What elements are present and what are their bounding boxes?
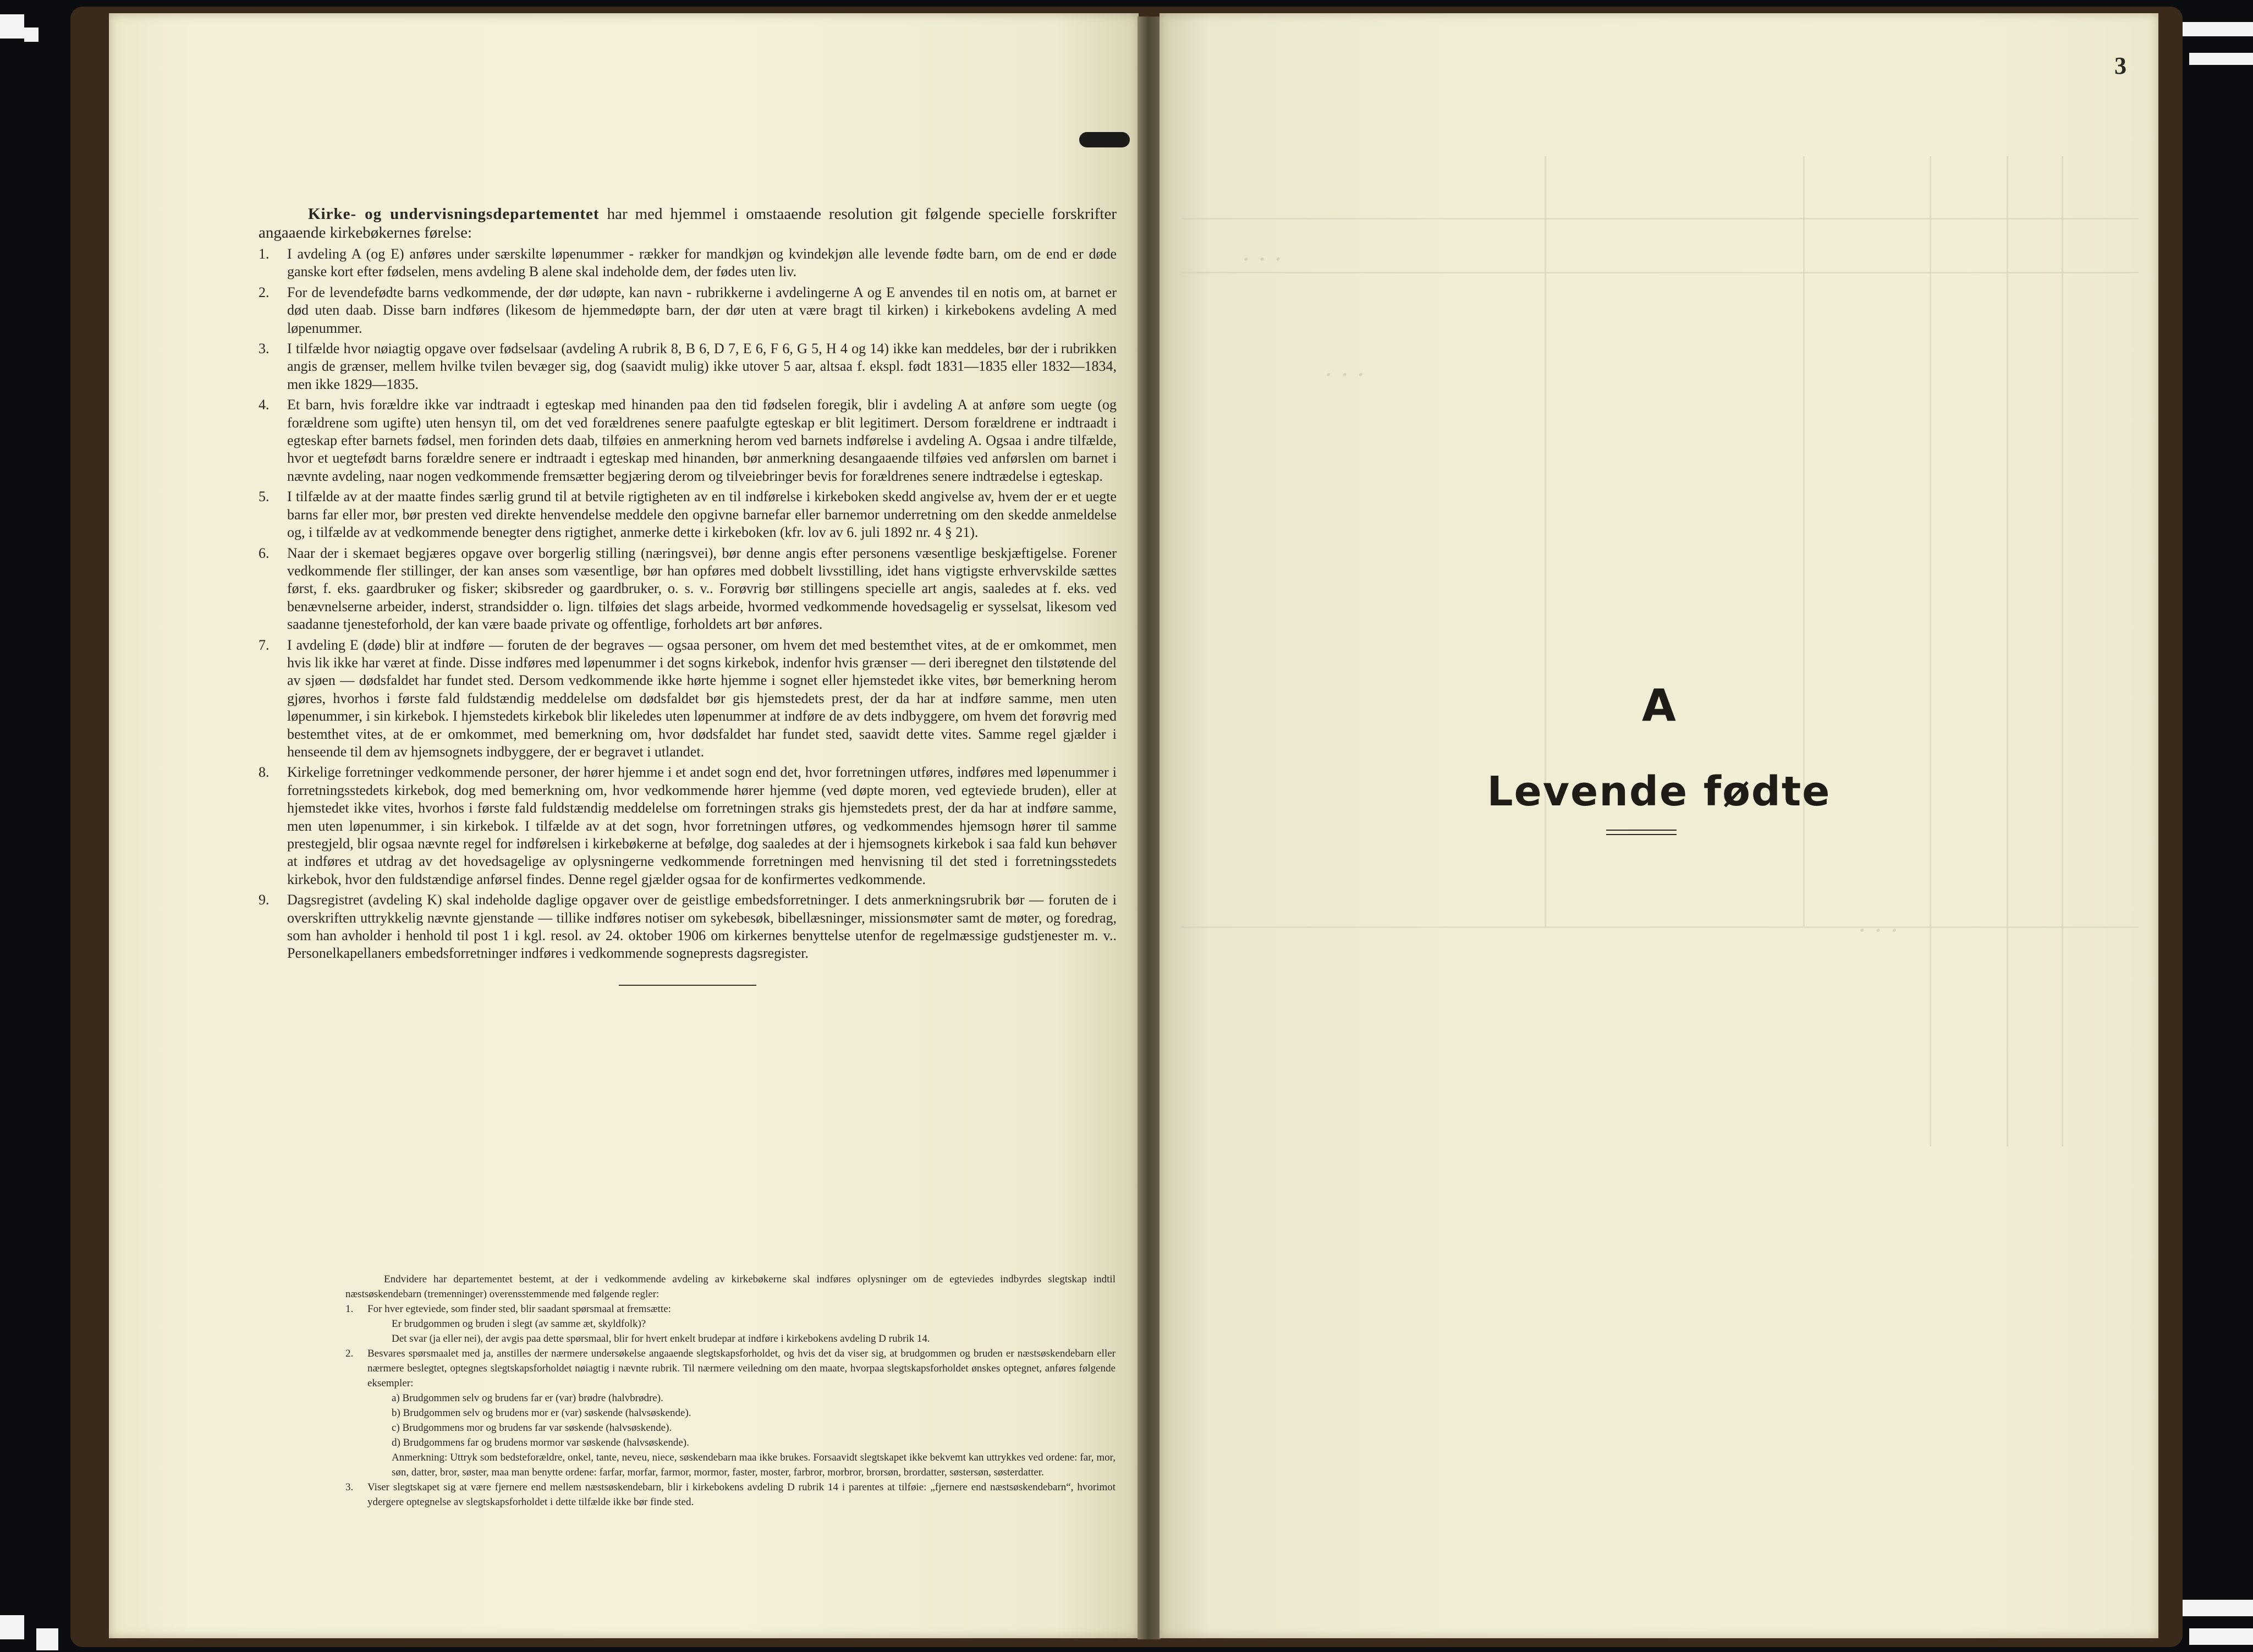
calibration-mark xyxy=(2173,22,2253,36)
note-number xyxy=(345,1331,367,1346)
regulation-text: I tilfælde av at der maatte findes særlig grund til at betvile rigtigheten av en til indførelse i kirkeboken skedd angivelse av, hvem der er et uegte barns far eller mor, bør presten ved direkte henvendelse meddele den opgivne barnefar eller barnemor underretning om den skedde anmeldelse og, i tilfælde av at vedkommende benegter dens rigtighet, anmerke dette i kirkeboken (kfr. lov av 6. juli 1892 nr. 4 § 21). xyxy=(287,489,1117,541)
note-number xyxy=(345,1420,367,1435)
note-item xyxy=(345,1316,1115,1331)
calibration-mark xyxy=(2189,1628,2253,1645)
bleed-through-script: · · · xyxy=(1242,244,1283,274)
bleed-through-script: · · · xyxy=(1858,915,1899,945)
calibration-mark xyxy=(36,1628,58,1650)
note-item xyxy=(345,1450,1115,1480)
calibration-mark xyxy=(2189,53,2253,65)
book-gutter xyxy=(1138,17,1161,1639)
bleed-through-rule xyxy=(2062,156,2063,1146)
bleed-through-script: · · · xyxy=(1325,360,1365,389)
regulations-intro xyxy=(259,205,1117,242)
note-number xyxy=(345,1435,367,1450)
regulation-number: 7. xyxy=(259,636,270,653)
regulation-text: I avdeling A (og E) anføres under særskilte løpenummer - rækker for mandkjøn og kvindekjøn alle levende fødte barn, om de end er døde ganske kort efter fødselen, mens avdeling B alene skal indeholde dem, der fødes uten liv. xyxy=(287,246,1117,280)
calibration-mark xyxy=(24,28,39,42)
note-item xyxy=(345,1331,1115,1346)
calibration-mark xyxy=(0,1615,24,1639)
regulation-item xyxy=(259,396,1117,485)
regulation-number: 3. xyxy=(259,341,270,357)
note-text: d) Brudgommens far og brudens mormor var søskende (halvsøskende). xyxy=(392,1437,689,1448)
note-text: Besvares spørsmaalet med ja, anstilles der nærmere undersøkelse angaaende slegtskapsforholdet, og hvis det da viser sig, at brudgommen og bruden er næstsøskendebarn eller nærmere beslegtet, optegnes slegtskapsforholdet nøiagtig i nævnte rubrik. Til nærmere veiledning om den maate, hvorpaa slegtskapsforholdet ønskes optegnet, anføres følgende eksempler: xyxy=(367,1348,1115,1389)
section-title: Levende fødte xyxy=(1487,768,1831,815)
note-item xyxy=(345,1391,1115,1406)
regulation-text: Dagsregistret (avdeling K) skal indeholde daglige opgaver over de geistlige embedsforretninger. I dets anmerkningsrubrik bør — foruten de i overskriften uttrykkelig nævnte gjenstande — tillike indføres notiser om sykebesøk, bibellæsninger, missionsmøter samt de møter, og foredrag, som han avholder i henhold til post 1 i kgl. resol. av 24. oktober 1906 om kirkernes benyttelse utenfor de regelmæssige gudstjenester m. v.. Personelkapellaners embedsforretninger indføres i vedkommende sogneprests dagsregister. xyxy=(287,892,1117,962)
notes-list xyxy=(345,1302,1115,1510)
binding-clip xyxy=(1079,132,1130,147)
regulations-text xyxy=(259,205,1117,986)
note-number xyxy=(345,1316,367,1331)
bleed-through-rule xyxy=(1182,272,2139,273)
title-rule xyxy=(1606,834,1677,835)
regulation-text: Naar der i skemaet begjæres opgave over borgerlig stilling (næringsvei), bør denne angis efter personens væsentlige beskjæftigelse. Forener vedkommende fler stillinger, der kan anses som væsentlige, bør han opføres med dobbelt livsstilling, idet hans vigtigste erhvervskilde sættes først, f. eks. gaardbruker og fisker; skibsreder og gaardbruker, o. s. v.. Forøvrig bør stillingens specielle art angis, saaledes at f. eks. ved benævnelserne arbeider, inderst, strandsidder o. lign. tilføies det slags arbeide, hvormed vedkommende hovedsagelig er sysselsat, likesom ved saadanne tjenesteforhold, der kan være baade private og offentlige, forholdets art bør anføres. xyxy=(287,545,1117,633)
intro-rest: har med hjemmel i omstaaende resolution git følgende specielle forskrifter angaaende kirkebøkernes førelse: xyxy=(259,205,1117,242)
bleed-through-rule xyxy=(2007,156,2008,1146)
note-item xyxy=(345,1420,1115,1435)
title-rule xyxy=(1606,830,1677,831)
regulation-item xyxy=(259,488,1117,541)
calibration-mark xyxy=(2173,1600,2253,1616)
regulation-item xyxy=(259,245,1117,281)
note-number: 1. xyxy=(345,1303,354,1315)
regulation-number: 6. xyxy=(259,545,270,561)
note-number xyxy=(345,1406,367,1420)
bleed-through-rule xyxy=(1182,218,2139,219)
regulation-number: 9. xyxy=(259,892,270,908)
regulation-text: Kirkelige forretninger vedkommende personer, der hører hjemme i et andet sogn end det, hvor forretningen utføres, indføres med løpenummer i forretningsstedets kirkebok, dog med bemerkning om, hvor vedkommende hører hjemme (ved døpte moren, ved egteviede bruden), eller at hjemstedet ikke vites, hvorhos i første fald fuldstændig meddelelse om forretningen straks gis hjemstedets prest, der da har at indføre samme, men uten løpenummer, i sin kirkebok. I tilfælde av at det sogn, hvor forretningen utføres, og vedkommendes hjemsogn hører til samme prestegjeld, blir ogsaa nævnte regel for indførelsen i kirkebøkerne at befølge, dog saaledes at der i hjemsognets kirkebok i saa fald kun behøver at indføres et utdrag av det hovedsagelige av oplysningerne vedkommende forretningen med henvisning til det sted i forretningsstedets kirkebok, hvor den fuldstændige anførsel findes. Denne regel gjælder ogsaa for de konfirmertes vedkommende. xyxy=(287,764,1117,887)
note-number: 2. xyxy=(345,1348,354,1359)
left-page xyxy=(109,13,1139,1638)
regulation-item xyxy=(259,340,1117,393)
regulation-item xyxy=(259,891,1117,963)
note-text: Anmerkning: Uttryk som bedsteforældre, onkel, tante, neveu, niece, søskendebarn maa ikke brukes. Forsaavidt slegtskapet ikke bekvemt kan uttrykkes ved ordene: far, mor, søn, datter, bror, søster, maa man benytte ordene: farfar, morfar, farmor, mormor, faster, moster, farbror, morbror, brorsøn, brordatter, søstersøn, søsterdatter. xyxy=(392,1452,1115,1478)
bleed-through-rule xyxy=(1930,156,1931,1146)
calibration-mark xyxy=(0,14,24,39)
regulation-text: Et barn, hvis forældre ikke var indtraadt i egteskap med hinanden paa den tid fødselen foregik, blir i avdeling A at anføre som uegte (og forældrene som ugifte) uten hensyn til, om det ved forældrenes senere paafulgte egteskap er blit legitimert. Dersom forældrene er indtraadt i egteskap efter barnets fødsel, men forinden dets daab, tilføies en anmerkning herom ved barnets indførelse i avdeling A. Ogsaa i andre tilfælde, hvor et uegtefødt barns forældre senere er indtraadt i egteskap med hinanden, bør anmerkning desangaaende tilføies ved anførslen om barnet i nævnte avdeling, naar nogen vedkommende fremsætter begjæring derom og tilveiebringer bevis for forældrenes senere indtrædelse i egteskap. xyxy=(287,397,1117,484)
regulation-item xyxy=(259,284,1117,337)
kinship-notes xyxy=(345,1272,1115,1510)
regulation-item xyxy=(259,545,1117,634)
regulation-number: 8. xyxy=(259,764,270,781)
section-divider xyxy=(619,985,756,986)
intro-lead: Kirke- og undervisningsdepartementet xyxy=(308,205,600,223)
note-item xyxy=(345,1480,1115,1510)
note-text: b) Brudgommen selv og brudens mor er (var) søskende (halvsøskende). xyxy=(392,1407,691,1419)
bleed-through-rule xyxy=(1182,926,2139,928)
note-text: Er brudgommen og bruden i slegt (av samme æt, skyldfolk)? xyxy=(392,1318,646,1330)
note-text: Viser slegtskapet sig at være fjernere end mellem næstsøskendebarn, blir i kirkebokens avdeling D rubrik 14 i parentes at tilføie: „fjernere end næstsøskendebarn“, hvorimot ydergere optegnelse av slegtskapsforholdet i dette tilfælde ikke bør finde sted. xyxy=(367,1481,1115,1508)
note-text: For hver egteviede, som finder sted, blir saadant spørsmaal at fremsætte: xyxy=(367,1303,671,1315)
regulation-text: I tilfælde hvor nøiagtig opgave over fødselsaar (avdeling A rubrik 8, B 6, D 7, E 6, F 6, G 5, H 4 og 14) ikke kan meddeles, bør der i rubrikken angis de grænser, mellem hvilke tvilen bevæger sig, dog (saavidt mulig) ikke utover 5 aar, altsaa f. ekspl. født 1831—1835 eller 1832—1834, men ikke 1829—1835. xyxy=(287,341,1117,392)
regulation-number: 4. xyxy=(259,397,270,413)
notes-intro: Endvidere har departementet bestemt, at der i vedkommende avdeling av kirkebøkerne skal indføres oplysninger om de egteviedes indbyrdes slegtskap indtil næstsøskendebarn (tremenninger) overensstemmende med følgende regler: xyxy=(345,1274,1115,1300)
note-text: Det svar (ja eller nei), der avgis paa dette spørsmaal, blir for hvert enkelt brudepar at indføre i kirkebokens avdeling D rubrik 14. xyxy=(392,1333,930,1344)
regulation-number: 5. xyxy=(259,489,270,505)
note-item xyxy=(345,1302,1115,1316)
note-text: a) Brudgommen selv og brudens far er (var) brødre (halvbrødre). xyxy=(392,1392,663,1404)
note-item xyxy=(345,1406,1115,1420)
note-item xyxy=(345,1346,1115,1391)
regulation-number: 2. xyxy=(259,284,270,300)
regulation-text: For de levendefødte barns vedkommende, der dør udøpte, kan navn - rubrikkerne i avdelingerne A og E anvendes til en notis om, at barnet er død uten daab. Disse barn indføres (likesom de hjemmedøpte barn, der dør uten at være bragt til kirken) i kirkebokens avdeling A med løpenummer. xyxy=(287,284,1117,336)
page-number: 3 xyxy=(2114,52,2126,79)
note-number: 3. xyxy=(345,1481,354,1493)
regulation-item xyxy=(259,636,1117,761)
section-letter: A xyxy=(1642,680,1676,731)
right-page xyxy=(1160,13,2158,1638)
note-text: c) Brudgommens mor og brudens far var søskende (halvsøskende). xyxy=(392,1422,672,1434)
regulation-number: 1. xyxy=(259,246,270,262)
regulation-item xyxy=(259,764,1117,888)
note-item xyxy=(345,1435,1115,1450)
regulations-list xyxy=(259,245,1117,963)
note-number xyxy=(345,1450,367,1480)
regulation-text: I avdeling E (døde) blir at indføre — foruten de der begraves — ogsaa personer, om hvem det med bestemthet vites, at de er omkommet, men hvis lik ikke har været at finde. Disse indføres med løpenummer i det sogns kirkebok, indenfor hvis grænser — deri iberegnet den tilstøtende del av sjøen — dødsfaldet har fundet sted. Dersom vedkommende ikke hørte hjemme i sognet eller hjemstedet ikke vites, bør bemerkning herom gjøres, hvorhos i første fald fuldstændig meddelelse om dødsfaldet bør gis hjemstedets prest, der da har at indføre samme, men uten løpenummer, i sin kirkebok. I hjemstedets kirkebok blir likeledes uten løpenummer at indføre de av dets indbyggere, om hvem det forøvrig med bestemthet vites, at de er omkommet, med bemerkning om, hvor dødsfaldet har fundet sted, saavidt dette vites. Samme regel gjælder i henseende til dem av hjemsognets indbyggere, der er begravet i utlandet. xyxy=(287,636,1117,760)
note-number xyxy=(345,1391,367,1406)
